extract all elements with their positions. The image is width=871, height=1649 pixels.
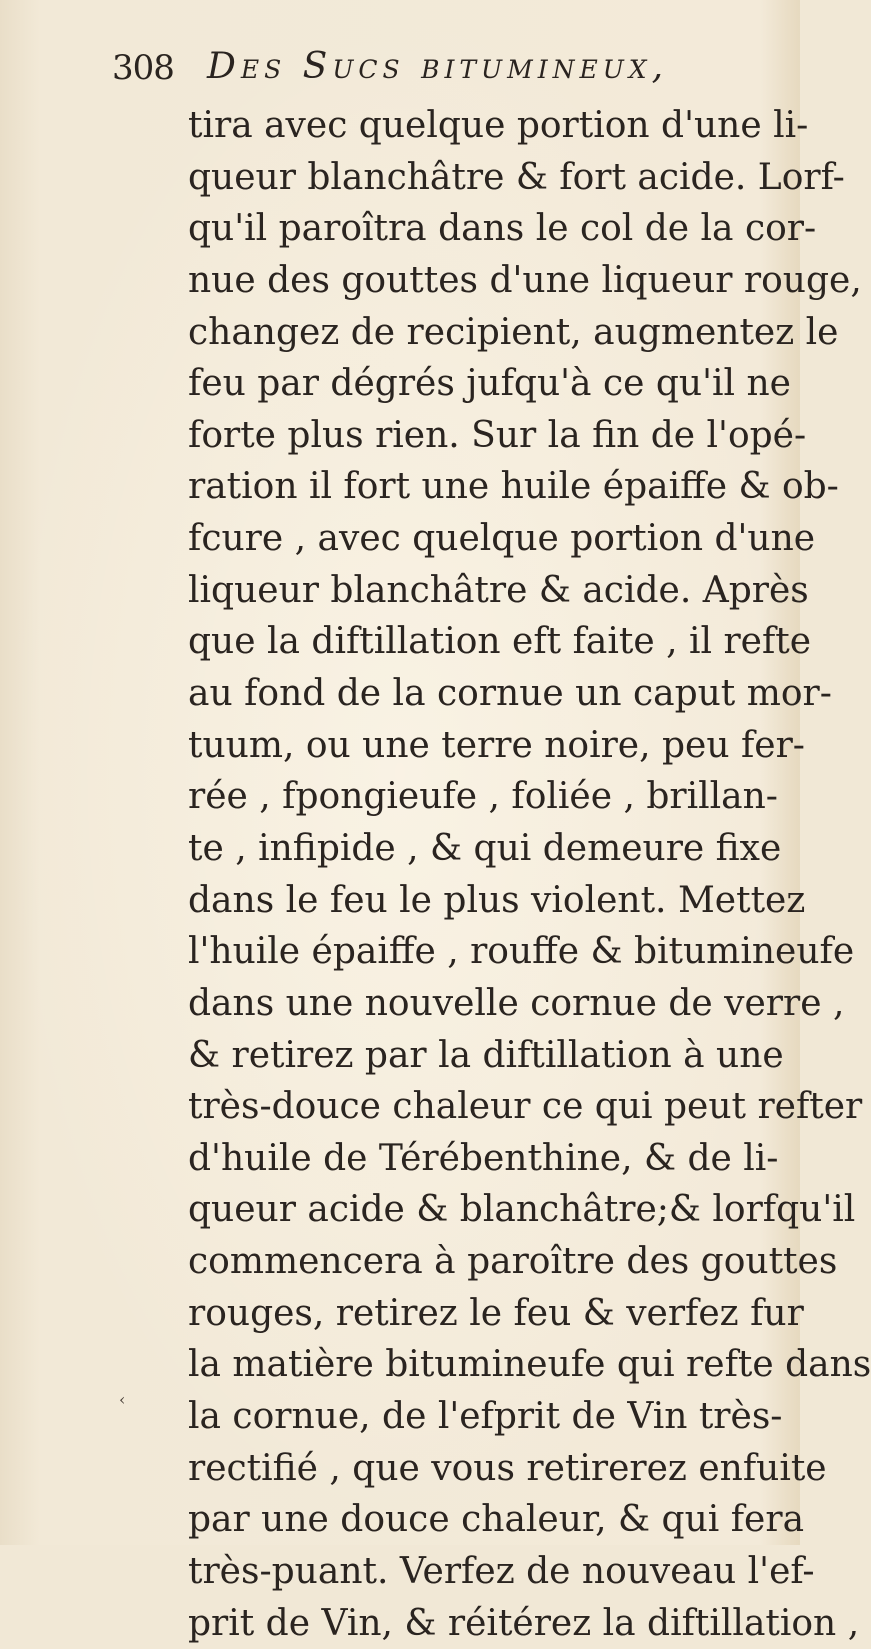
- text-line: liqueur blanchâtre & acide. Après: [188, 569, 809, 611]
- text-line: la matière bitumineufe qui refte dans: [188, 1344, 871, 1386]
- margin-mark: ‹: [119, 1390, 126, 1409]
- text-line: nue des gouttes d'une liqueur rouge,: [188, 259, 862, 301]
- text-line: tuum, ou une terre noire, peu fer-: [188, 724, 805, 766]
- text-line: d'huile de Térébenthine, & de li-: [188, 1137, 779, 1179]
- text-line: forte plus rien. Sur la fin de l'opé-: [188, 414, 807, 456]
- text-line: queur acide & blanchâtre;& lorfqu'il: [188, 1189, 856, 1231]
- text-line: très-douce chaleur ce qui peut refter: [188, 1086, 863, 1128]
- text-line: rectifié , que vous retirerez enfuite: [188, 1447, 827, 1489]
- page-header: [112, 42, 772, 98]
- text-line: feu par dégrés jufqu'à ce qu'il ne: [188, 363, 791, 405]
- text-line: commencera à paroître des gouttes: [188, 1241, 838, 1283]
- text-line: rée , fpongieufe , foliée , brillan-: [188, 776, 778, 818]
- text-line: fcure , avec quelque portion d'une: [188, 518, 816, 560]
- text-line-last: prit de Vin, & réitérez la diftillation ,: [188, 1602, 860, 1644]
- text-line: & retirez par la diftillation à une: [188, 1034, 784, 1076]
- text-line: la cornue, de l'efprit de Vin très-: [188, 1396, 783, 1438]
- body-text: [188, 100, 871, 1649]
- text-line: qu'il paroîtra dans le col de la cor-: [188, 208, 817, 250]
- text-line: que la diftillation eft faite , il refte: [188, 621, 812, 663]
- text-line: dans une nouvelle cornue de verre ,: [188, 982, 845, 1024]
- text-line: rouges, retirez le feu & verfez fur: [188, 1292, 804, 1334]
- text-line: changez de recipient, augmentez le: [188, 311, 839, 353]
- text-line: te , infipide , & qui demeure fixe: [188, 827, 782, 869]
- text-line: ration il fort une huile épaiffe & ob-: [188, 466, 839, 508]
- text-line: l'huile épaiffe , rouffe & bitumineufe: [188, 931, 855, 973]
- text-line: au fond de la cornue un caput mor-: [188, 673, 832, 715]
- text-line: dans le feu le plus violent. Mettez: [188, 879, 806, 921]
- text-line: très-puant. Verfez de nouveau l'ef-: [188, 1550, 815, 1592]
- text-line: tira avec quelque portion d'une li-: [188, 105, 809, 146]
- running-title: Des Sucs bitumineux,: [207, 46, 669, 87]
- text-line: par une douce chaleur, & qui fera: [188, 1499, 805, 1541]
- text-line: queur blanchâtre & fort acide. Lorf-: [188, 156, 845, 198]
- page-number: 308: [112, 48, 174, 88]
